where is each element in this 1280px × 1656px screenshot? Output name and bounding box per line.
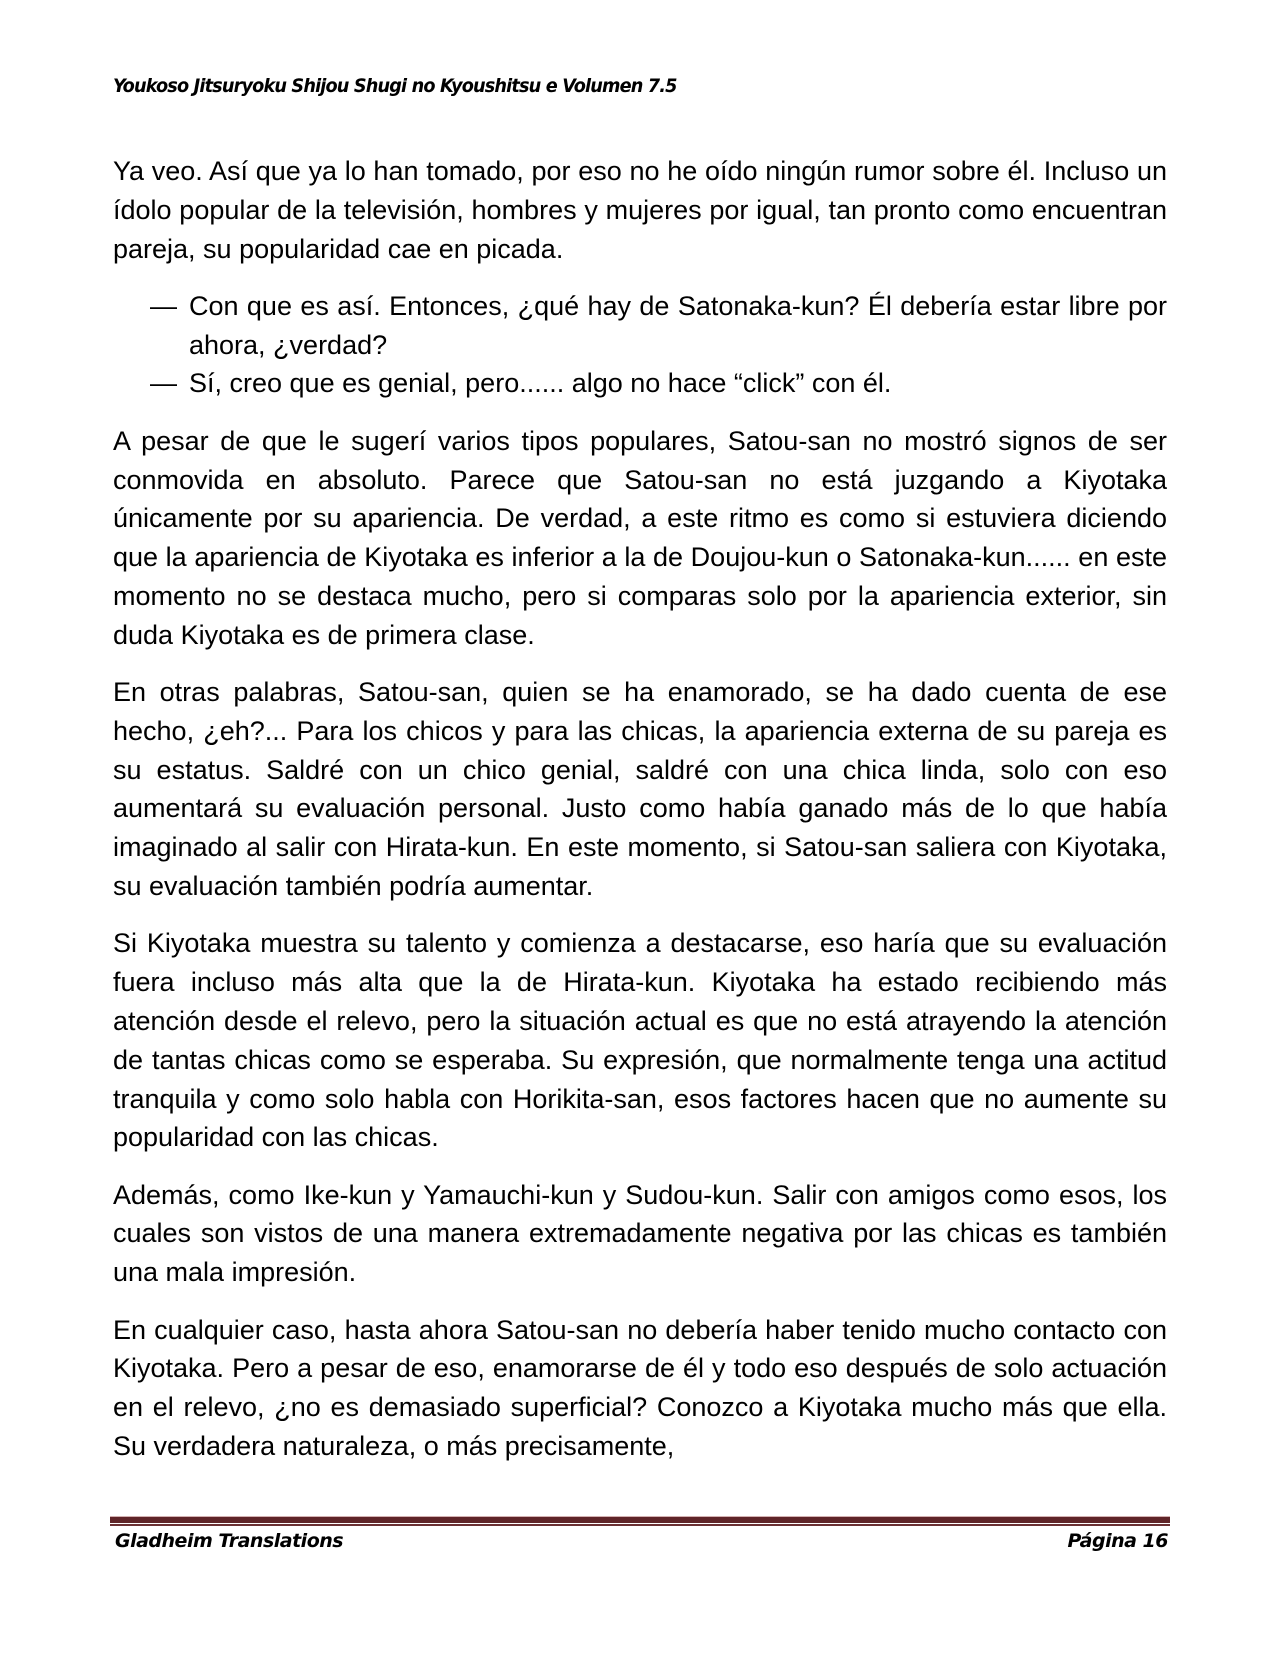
paragraph: Además, como Ike-kun y Yamauchi-kun y Sudou-kun. Salir con amigos como esos, los cuales son vistos de una manera extremadamente negativa por las chicas es también una mala impresión. [113,1179,1167,1288]
paragraph: En otras palabras, Satou-san, quien se ha enamorado, se ha dado cuenta de ese hecho, ¿eh?... Para los chicos y para las chicas, la apariencia externa de su pareja es su estatus. Saldré con un chico genial, saldré con una chica linda, solo con eso aumentará su evaluación personal. Justo como había ganado más de lo que había imaginado al salir con Hirata-kun. En este momento, si Satou-san saliera con Kiyotaka, su evaluación también podría aumentar. [113,677,1167,902]
dialogue-line [113,287,1167,365]
page-number: Página 16 [1067,1530,1168,1552]
footer-divider [110,1516,1170,1526]
dialogue-list [113,287,1167,403]
footer-divider-thin-line [110,1524,1170,1526]
paragraph: En cualquier caso, hasta ahora Satou-san no debería haber tenido mucho contacto con Kiyotaka. Pero a pesar de eso, enamorarse de él y todo eso después de solo actuación en el relevo, ¿no es demasiado superficial? Conozco a Kiyotaka mucho más que ella. Su verdadera naturaleza, o más precisamente, [113,1314,1167,1461]
page-body [113,152,1167,1484]
running-header-title: Youkoso Jitsuryoku Shijou Shugi no Kyoushitsu e Volumen 7.5 [113,75,677,97]
footer-credit: Gladheim Translations [115,1530,344,1552]
dialogue-dash: — [150,368,177,399]
dialogue-text: Sí, creo que es genial, pero...... algo no hace “click” con él. [189,368,892,399]
dialogue-line [113,364,1167,403]
dialogue-text: Con que es así. Entonces, ¿qué hay de Satonaka-kun? Él debería estar libre por ahora, ¿verdad? [189,290,1167,360]
dialogue-dash: — [150,290,177,321]
paragraph: Si Kiyotaka muestra su talento y comienza a destacarse, eso haría que su evaluación fuera incluso más alta que la de Hirata-kun. Kiyotaka ha estado recibiendo más atención desde el relevo, pero la situación actual es que no está atrayendo la atención de tantas chicas como se esperaba. Su expresión, que normalmente tenga una actitud tranquila y como solo habla con Horikita-san, esos factores hacen que no aumente su popularidad con las chicas. [113,928,1167,1153]
footer-divider-band [110,1517,1170,1523]
paragraph: Ya veo. Así que ya lo han tomado, por eso no he oído ningún rumor sobre él. Incluso un ídolo popular de la televisión, hombres y mujeres por igual, tan pronto como encuentran pareja, su popularidad cae en picada. [113,156,1167,264]
paragraph: A pesar de que le sugerí varios tipos populares, Satou-san no mostró signos de ser conmovida en absoluto. Parece que Satou-san no está juzgando a Kiyotaka únicamente por su apariencia. De verdad, a este ritmo es como si estuviera diciendo que la apariencia de Kiyotaka es inferior a la de Doujou-kun o Satonaka-kun...... en este momento no se destaca mucho, pero si comparas solo por la apariencia exterior, sin duda Kiyotaka es de primera clase. [113,425,1167,650]
